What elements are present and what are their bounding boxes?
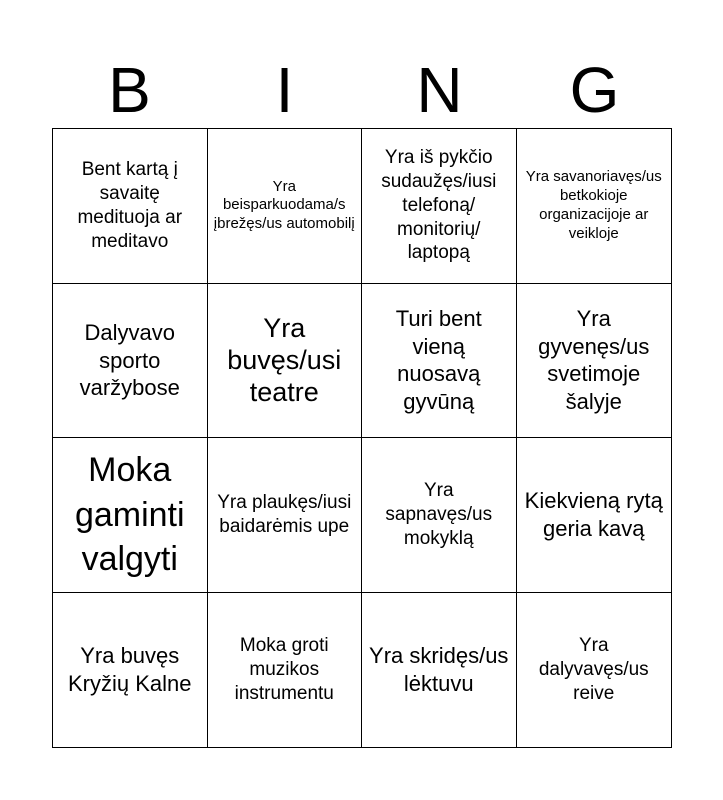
bingo-cell[interactable]: Yra skridęs/us lėktuvu (362, 593, 517, 748)
bingo-cell[interactable]: Yra gyvenęs/us svetimoje šalyje (517, 284, 672, 439)
bingo-cell[interactable]: Yra dalyvavęs/us reive (538, 635, 649, 704)
bingo-cell[interactable]: Yra buvęs Kryžių Kalne (53, 593, 208, 748)
bingo-cell[interactable]: Yra beisparkuodama/s įbrežęs/us automobilį (208, 129, 363, 284)
bingo-cell[interactable]: Yra buvęs/usi teatre (208, 284, 363, 439)
bingo-cell[interactable]: Dalyvavo sporto varžybose (53, 284, 208, 439)
title-letter-n: N (416, 54, 463, 126)
bingo-cell[interactable]: Yra plaukęs/iusi baidarėmis upe (208, 438, 363, 593)
bingo-cell[interactable]: Kiekvieną rytą geria kavą (517, 438, 672, 593)
bingo-cell[interactable]: Yra savanoriavęs/us betkokioje organizacijoje ar veikloje (517, 129, 672, 284)
title-letter-i: I (275, 54, 294, 126)
bingo-cell[interactable]: Turi bent vieną nuosavą gyvūną (362, 284, 517, 439)
bingo-cell[interactable]: Moka gaminti valgyti (53, 438, 208, 593)
bingo-cell[interactable]: Yra sapnavęs/us mokyklą (362, 438, 517, 593)
bingo-board (52, 128, 672, 748)
bingo-title (52, 52, 672, 128)
bingo-cell[interactable]: Moka groti muzikos instrumentu (208, 593, 363, 748)
title-letter-g: G (569, 54, 620, 126)
title-letter-b: B (108, 54, 151, 126)
bingo-cell[interactable]: Bent kartą į savaitę medituoja ar meditavo (53, 129, 208, 284)
bingo-cell[interactable]: Yra iš pykčio sudaužęs/iusi telefoną/ monitorių/ laptopą (362, 129, 517, 284)
